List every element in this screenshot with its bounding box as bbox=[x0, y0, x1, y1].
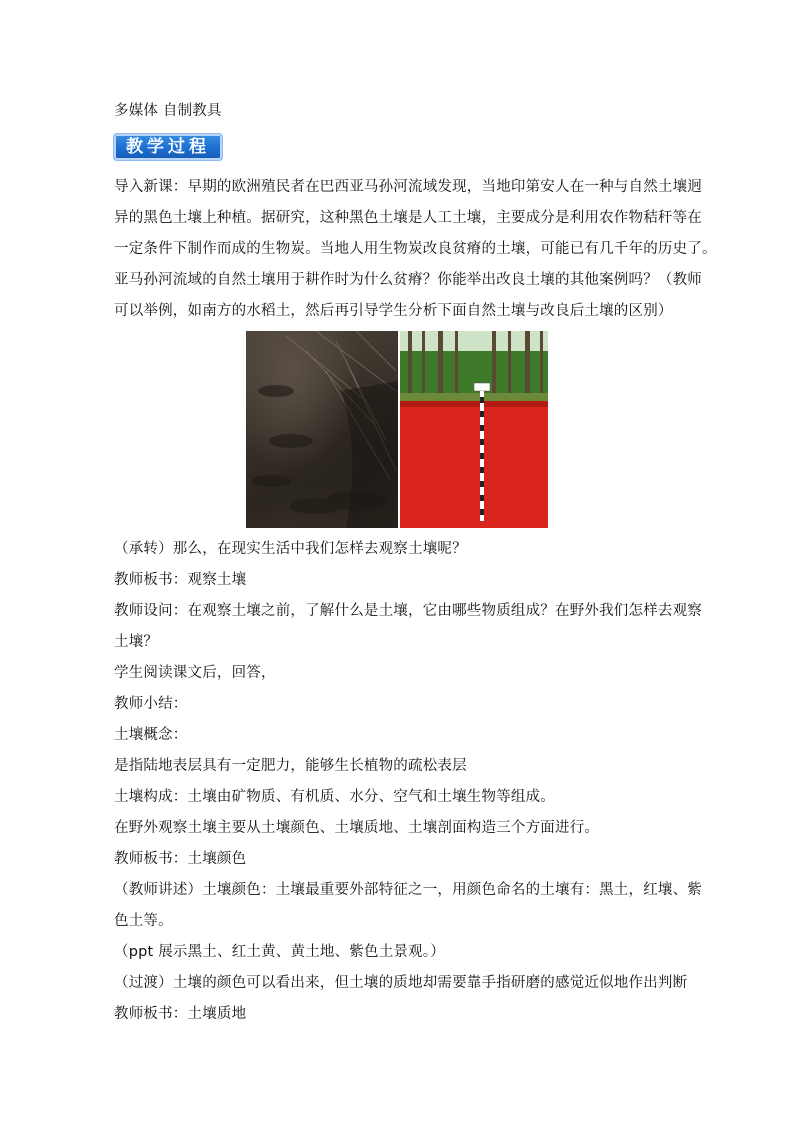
soil-color-explanation: 色土等。 bbox=[114, 913, 173, 929]
intro-line: 亚马孙河流域的自然土壤用于耕作时为什么贫瘠？你能举出改良土壤的其他案例吗？（教师 bbox=[114, 272, 702, 288]
board-writing-soil-texture: 教师板书：土壤质地 bbox=[114, 1006, 247, 1022]
intro-line: 可以举例，如南方的水稻土，然后再引导学生分析下面自然土壤与改良后土壤的区别） bbox=[114, 303, 673, 319]
ppt-display-line: （ppt 展示黑土、红土黄、黄土地、紫色土景观。） bbox=[114, 944, 445, 960]
teacher-question-line: 土壤？ bbox=[114, 634, 159, 650]
field-observation-line: 在野外观察土壤主要从土壤颜色、土壤质地、土壤剖面构造三个方面进行。 bbox=[114, 820, 600, 836]
soil-color-explanation: （教师讲述）土壤颜色：土壤最重要外部特征之一，用颜色命名的土壤有：黑土，红壤、紫 bbox=[114, 882, 702, 898]
soil-concept-label: 土壤概念： bbox=[114, 727, 188, 743]
texture-transition-line: （过渡）土壤的颜色可以看出来，但土壤的质地却需要靠手指研磨的感觉近似地作出判断 bbox=[114, 975, 688, 991]
teaching-materials-line: 多媒体 自制教具 bbox=[114, 103, 222, 119]
soil-comparison-photos bbox=[246, 331, 548, 528]
board-writing-observe-soil: 教师板书：观察土壤 bbox=[114, 572, 247, 588]
student-reading-line: 学生阅读课文后，回答， bbox=[114, 665, 276, 681]
board-writing-soil-color: 教师板书：土壤颜色 bbox=[114, 851, 247, 867]
dark-soil-texture bbox=[246, 331, 398, 528]
dark-anthropogenic-soil-photo bbox=[246, 331, 398, 528]
teacher-summary-label: 教师小结： bbox=[114, 696, 188, 712]
section-badge-teaching-process: 教学过程 bbox=[113, 133, 223, 161]
red-soil-profile-photo bbox=[400, 331, 548, 528]
soil-concept-definition: 是指陆地表层具有一定肥力，能够生长植物的疏松表层 bbox=[114, 758, 467, 774]
intro-line: 导入新课：早期的欧洲殖民者在巴西亚马孙河流域发现，当地印第安人在一种与自然土壤迥 bbox=[114, 179, 702, 195]
red-soil-profile bbox=[400, 331, 548, 528]
teacher-question-line: 教师设问：在观察土壤之前，了解什么是土壤，它由哪些物质组成？在野外我们怎样去观察 bbox=[114, 603, 702, 619]
intro-line: 一定条件下制作而成的生物炭。当地人用生物炭改良贫瘠的土壤，可能已有几千年的历史了。 bbox=[114, 241, 717, 257]
transition-line: （承转）那么，在现实生活中我们怎样去观察土壤呢？ bbox=[114, 541, 467, 557]
soil-composition-line: 土壤构成：土壤由矿物质、有机质、水分、空气和土壤生物等组成。 bbox=[114, 789, 555, 805]
intro-line: 异的黑色土壤上种植。据研究，这种黑色土壤是人工土壤，主要成分是利用农作物秸秆等在 bbox=[114, 210, 702, 226]
